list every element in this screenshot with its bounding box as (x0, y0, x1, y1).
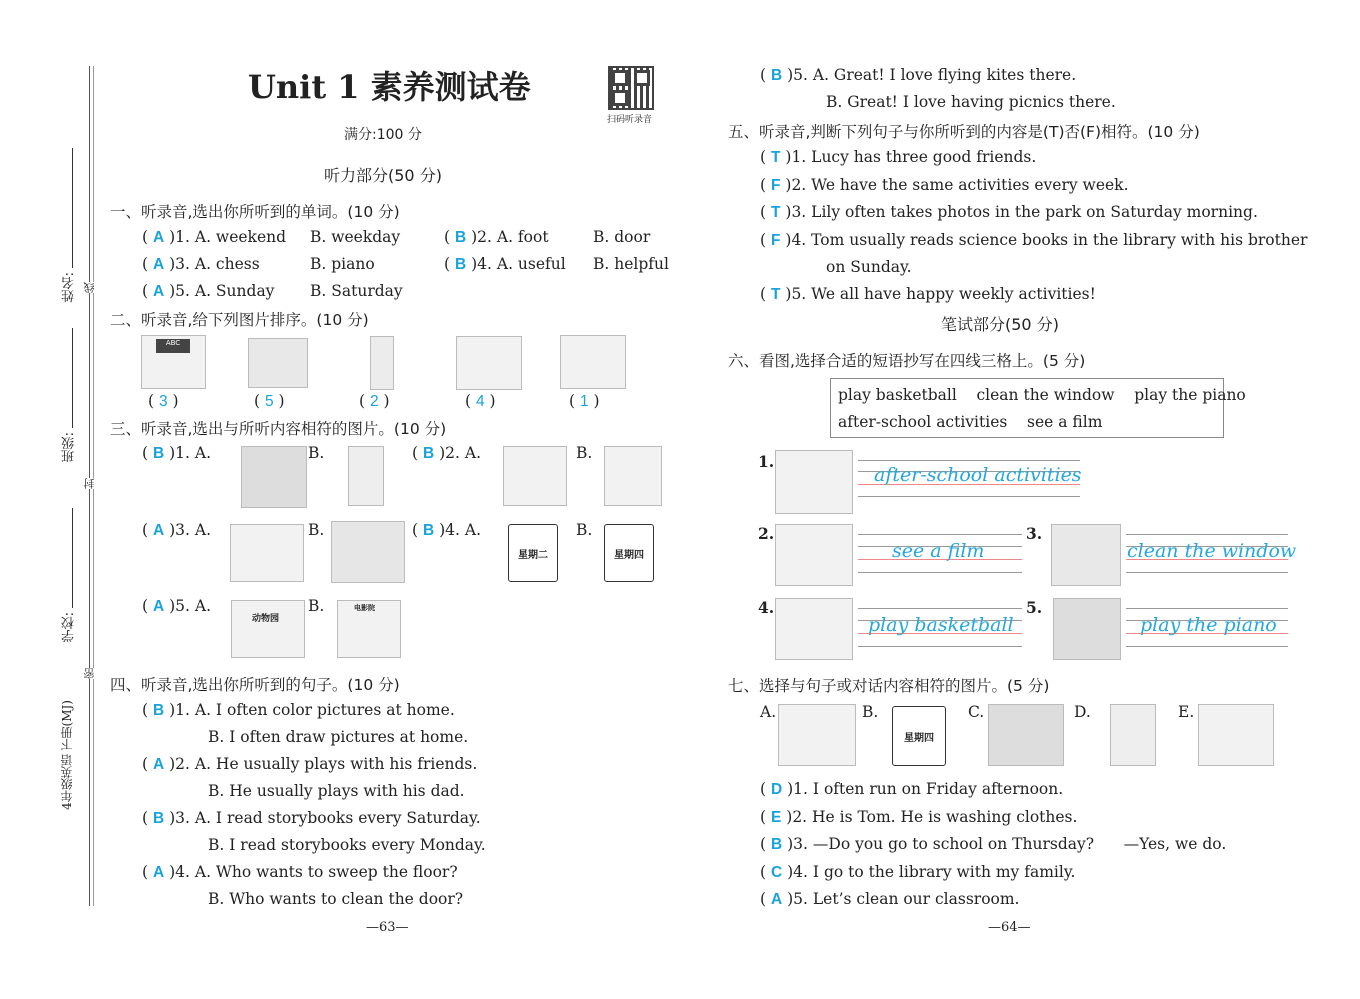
s5-q5: ( T )5. We all have happy weekly activities! (760, 285, 1096, 303)
qr-label: 扫码听录音 (607, 115, 653, 125)
window-cleaning-picture (331, 521, 405, 583)
calendar-tuesday-icon: 星期二 (508, 524, 558, 582)
s7-label-e: E. (1178, 703, 1195, 721)
s7-q2: ( E )2. He is Tom. He is washing clothes. (760, 808, 1078, 826)
s3-q5: ( A )5. A. (142, 597, 212, 615)
washing-clothes-picture (1198, 704, 1274, 766)
s7-label-a: A. (760, 703, 777, 721)
margin-mi: 密 (83, 668, 96, 679)
s1-q5-b: B. Saturday (310, 282, 403, 300)
section3-title: 三、听录音,选出与所听内容相符的图片。(10 分) (110, 420, 447, 438)
page-number-right: —64— (988, 920, 1031, 935)
s7-q3: ( B )3. —Do you go to school on Thursday? —Yes, we do. (760, 835, 1227, 853)
s7-label-b: B. (862, 703, 879, 721)
boy-picture (370, 336, 394, 390)
s4-q2-b: B. He usually plays with his dad. (208, 782, 465, 800)
s2-slot3: ( 2 ) (359, 392, 390, 410)
s6-item3-answer: clean the window (1127, 540, 1297, 562)
s4-q4: ( A )4. A. Who wants to sweep the floor? (142, 863, 458, 881)
classroom-cleaning-picture (778, 704, 856, 766)
word-box-line1: play basketball clean the window play the piano (838, 386, 1246, 404)
written-header: 笔试部分(50 分) (941, 315, 1059, 334)
section4-title: 四、听录音,选出你所听到的句子。(10 分) (110, 676, 400, 694)
cinema-watching-picture (775, 524, 853, 586)
cleaning-window-picture (1051, 524, 1121, 586)
cinema-picture: 电影院 (337, 600, 401, 658)
s6-item4-num: 4. (758, 598, 775, 617)
s2-slot1: ( 3 ) (148, 392, 179, 410)
section1-title: 一、听录音,选出你所听到的单词。(10 分) (110, 203, 400, 221)
guide-line (1126, 608, 1288, 609)
margin-book-label: 4年级英语 下册(MJ) (60, 700, 74, 810)
full-score: 满分:100 分 (344, 127, 422, 143)
s3-q3-b: B. (308, 521, 325, 539)
s1-q4: ( B )4. A. useful (444, 255, 566, 273)
calendar-thursday-icon: 星期四 (604, 524, 654, 582)
s3-q1-b: B. (308, 444, 325, 462)
guide-line (1126, 534, 1288, 535)
answer: A (152, 256, 165, 273)
s3-q2: ( B )2. A. (412, 444, 482, 462)
s1-q2-b: B. door (593, 228, 651, 246)
s4-q3: ( B )3. A. I read storybooks every Saturday. (142, 809, 481, 827)
qr-code-icon[interactable] (608, 66, 654, 110)
page-title: Unit 1 素养测试卷 (248, 68, 531, 106)
guide-line (858, 646, 1022, 647)
s6-item1-answer: after-school activities (874, 464, 1082, 486)
answer: B (454, 229, 467, 246)
basketball-picture (775, 598, 853, 660)
section7-title: 七、选择与句子或对话内容相符的图片。(5 分) (728, 677, 1050, 695)
clock-desk-picture (230, 524, 304, 582)
guide-line (858, 460, 1080, 461)
margin-name-line (72, 148, 73, 268)
s1-q1-b: B. weekday (310, 228, 401, 246)
s3-q1: ( B )1. A. (142, 444, 212, 462)
s1-q2: ( B )2. A. foot (444, 228, 549, 246)
guide-line (858, 608, 1022, 609)
s7-q1: ( D )1. I often run on Friday afternoon. (760, 780, 1064, 798)
library-picture (988, 704, 1064, 766)
margin-name-label: 姓名: (62, 272, 77, 303)
s5-q3: ( T )3. Lily often takes photos in the park on Saturday morning. (760, 203, 1258, 221)
guide-line (858, 534, 1022, 535)
s5-q2: ( F )2. We have the same activities every week. (760, 176, 1129, 194)
s5-q4: ( F )4. Tom usually reads science books in the library with his brother (760, 231, 1308, 249)
s7-q5: ( A )5. Let’s clean our classroom. (760, 890, 1020, 908)
s5-q4-cont: on Sunday. (826, 258, 912, 276)
zoo-picture: 动物园 (231, 600, 305, 658)
answer: B (454, 256, 467, 273)
s4-q1: ( B )1. A. I often color pictures at home. (142, 701, 455, 719)
answer: A (152, 229, 165, 246)
s7-label-c: C. (968, 703, 985, 721)
s4-q5-b: B. Great! I love having picnics there. (826, 93, 1116, 111)
s1-q1: ( A )1. A. weekend (142, 228, 287, 246)
margin-class-label: 班级: (62, 432, 77, 463)
s6-item1-num: 1. (758, 452, 775, 471)
piano-picture (241, 446, 307, 508)
s2-slot2: ( 5 ) (254, 392, 285, 410)
calendar-thursday-icon: 星期四 (892, 706, 946, 766)
s3-q3: ( A )3. A. (142, 521, 212, 539)
s1-q3: ( A )3. A. chess (142, 255, 260, 273)
margin-school-line (72, 508, 73, 608)
margin-class-line (72, 328, 73, 428)
s3-q5-b: B. (308, 597, 325, 615)
section2-title: 二、听录音,给下列图片排序。(10 分) (110, 311, 369, 329)
word-box-line2: after-school activities see a film (838, 413, 1103, 431)
section5-title: 五、听录音,判断下列句子与你所听到的内容是(T)否(F)相符。(10 分) (728, 123, 1200, 141)
playground-picture (775, 450, 853, 514)
bed-picture (248, 338, 308, 388)
s4-q2: ( A )2. A. He usually plays with his friends. (142, 755, 478, 773)
guide-line (858, 572, 1022, 573)
running-boy-picture (1110, 704, 1156, 766)
s1-q4-b: B. helpful (593, 255, 669, 273)
s4-q5: ( B )5. A. Great! I love flying kites there. (760, 66, 1077, 84)
s6-item5-answer: play the piano (1140, 614, 1277, 636)
margin-xian: 线 (83, 282, 96, 293)
guide-line (858, 496, 1080, 497)
s1-q3-b: B. piano (310, 255, 375, 273)
soccer-picture (503, 446, 567, 506)
s4-q4-b: B. Who wants to clean the door? (208, 890, 464, 908)
s2-slot5: ( 1 ) (569, 392, 600, 410)
classroom-picture: ABC (141, 335, 206, 389)
piano-playing-picture (1053, 598, 1121, 660)
s1-q5: ( A )5. A. Sunday (142, 282, 275, 300)
guide-line (1126, 646, 1288, 647)
margin-school-label: 学校: (62, 612, 77, 643)
s3-q4: ( B )4. A. (412, 521, 482, 539)
s6-item5-num: 5. (1026, 598, 1043, 617)
s2-slot4: ( 4 ) (465, 392, 496, 410)
s4-q3-b: B. I read storybooks every Monday. (208, 836, 486, 854)
margin-feng: 封 (83, 478, 96, 489)
guide-line (1126, 572, 1288, 573)
s3-q4-b: B. (576, 521, 593, 539)
s6-item2-num: 2. (758, 524, 775, 543)
room-picture (560, 335, 626, 389)
s3-q2-b: B. (576, 444, 593, 462)
page-number-left: —63— (366, 920, 409, 935)
pingpong-picture (604, 446, 662, 506)
s6-item4-answer: play basketball (868, 614, 1014, 636)
s7-label-d: D. (1074, 703, 1091, 721)
football-picture (456, 336, 522, 390)
section6-title: 六、看图,选择合适的短语抄写在四线三格上。(5 分) (728, 352, 1086, 370)
listening-header: 听力部分(50 分) (324, 166, 442, 185)
s6-item2-answer: see a film (892, 540, 985, 562)
violin-picture (348, 446, 384, 506)
answer: A (152, 283, 165, 300)
s5-q1: ( T )1. Lucy has three good friends. (760, 148, 1037, 166)
s4-q1-b: B. I often draw pictures at home. (208, 728, 469, 746)
s7-q4: ( C )4. I go to the library with my family. (760, 863, 1076, 881)
s6-item3-num: 3. (1026, 524, 1043, 543)
